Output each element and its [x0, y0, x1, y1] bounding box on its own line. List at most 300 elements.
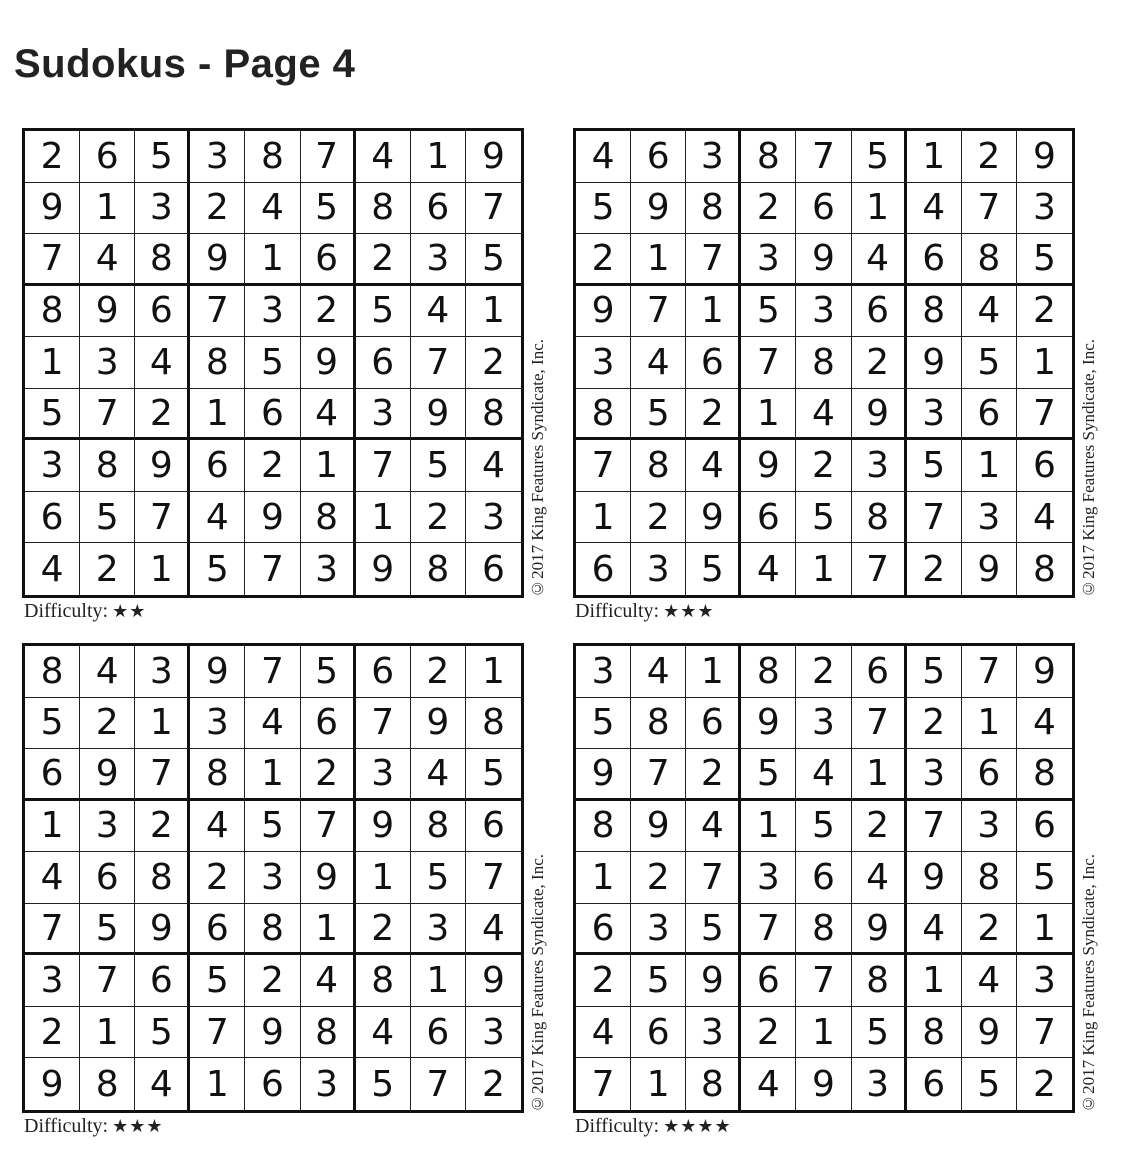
sudoku-cell: 4: [466, 440, 521, 492]
sudoku-puzzle-2: [573, 128, 1130, 648]
sudoku-cell: 4: [1017, 492, 1072, 544]
sudoku-cell: 3: [741, 852, 796, 904]
sudoku-cell: 5: [576, 698, 631, 750]
sudoku-cell: 1: [631, 234, 686, 286]
sudoku-cell: 3: [356, 749, 411, 801]
sudoku-cell: 7: [356, 440, 411, 492]
sudoku-cell: 6: [25, 749, 80, 801]
sudoku-cell: 4: [907, 904, 962, 956]
sudoku-cell: 4: [631, 337, 686, 389]
sudoku-cell: 2: [852, 801, 907, 853]
sudoku-cell: 4: [245, 183, 300, 235]
sudoku-cell: 9: [686, 492, 741, 544]
sudoku-cell: 6: [741, 492, 796, 544]
sudoku-cell: 7: [190, 1007, 245, 1059]
sudoku-cell: 6: [190, 440, 245, 492]
sudoku-cell: 5: [741, 286, 796, 338]
difficulty-stars: ★★: [112, 601, 147, 622]
sudoku-cell: 6: [686, 698, 741, 750]
sudoku-cell: 8: [245, 131, 300, 183]
sudoku-cell: 3: [907, 749, 962, 801]
sudoku-cell: 2: [466, 337, 521, 389]
sudoku-cell: 5: [962, 337, 1017, 389]
sudoku-cell: 6: [245, 389, 300, 441]
sudoku-cell: 6: [907, 1058, 962, 1110]
sudoku-cell: 3: [80, 801, 135, 853]
sudoku-cell: 2: [25, 131, 80, 183]
difficulty-label: Difficulty:: [575, 600, 660, 622]
sudoku-cell: 9: [356, 801, 411, 853]
sudoku-cell: 5: [796, 801, 851, 853]
sudoku-cell: 9: [1017, 646, 1072, 698]
sudoku-cell: 5: [25, 698, 80, 750]
sudoku-cell: 5: [631, 389, 686, 441]
sudoku-cell: 6: [796, 852, 851, 904]
difficulty-stars: ★★★: [112, 1116, 164, 1137]
sudoku-cell: 7: [466, 183, 521, 235]
sudoku-cell: 6: [686, 337, 741, 389]
sudoku-cell: 4: [907, 183, 962, 235]
sudoku-cell: 8: [411, 801, 466, 853]
sudoku-cell: 1: [245, 234, 300, 286]
sudoku-cell: 3: [1017, 183, 1072, 235]
sudoku-cell: 9: [190, 646, 245, 698]
sudoku-cell: 2: [411, 492, 466, 544]
sudoku-cell: 1: [576, 492, 631, 544]
sudoku-cell: 9: [741, 698, 796, 750]
difficulty-label: Difficulty:: [24, 600, 109, 622]
sudoku-cell: 1: [301, 904, 356, 956]
sudoku-cell: 2: [135, 389, 190, 441]
copyright-notice: [1076, 643, 1102, 1113]
sudoku-cell: 3: [190, 698, 245, 750]
sudoku-cell: 2: [796, 440, 851, 492]
copyright-notice: [525, 128, 551, 598]
sudoku-cell: 3: [576, 337, 631, 389]
sudoku-cell: 6: [962, 389, 1017, 441]
sudoku-cell: 4: [80, 646, 135, 698]
sudoku-cell: 2: [25, 1007, 80, 1059]
sudoku-cell: 5: [356, 286, 411, 338]
sudoku-cell: 3: [135, 183, 190, 235]
sudoku-cell: 9: [245, 1007, 300, 1059]
sudoku-grid: [573, 643, 1075, 1113]
sudoku-cell: 8: [631, 440, 686, 492]
sudoku-cell: 3: [190, 131, 245, 183]
sudoku-cell: 3: [576, 646, 631, 698]
sudoku-cell: 1: [25, 801, 80, 853]
sudoku-cell: 7: [25, 904, 80, 956]
sudoku-cell: 7: [466, 852, 521, 904]
sudoku-cell: 2: [741, 1007, 796, 1059]
sudoku-cell: 2: [245, 440, 300, 492]
sudoku-cell: 7: [796, 955, 851, 1007]
sudoku-cell: 8: [301, 1007, 356, 1059]
sudoku-cell: 8: [190, 749, 245, 801]
sudoku-cell: 2: [907, 698, 962, 750]
sudoku-cell: 9: [80, 749, 135, 801]
sudoku-cell: 8: [411, 543, 466, 595]
sudoku-cell: 7: [1017, 389, 1072, 441]
sudoku-cell: 9: [135, 440, 190, 492]
sudoku-cell: 5: [686, 543, 741, 595]
sudoku-cell: 6: [631, 1007, 686, 1059]
sudoku-cell: 1: [741, 389, 796, 441]
sudoku-cell: 2: [962, 131, 1017, 183]
sudoku-cell: 8: [686, 1058, 741, 1110]
sudoku-cell: 9: [25, 1058, 80, 1110]
sudoku-cell: 8: [245, 904, 300, 956]
difficulty-label: Difficulty:: [24, 1115, 109, 1137]
sudoku-cell: 1: [631, 1058, 686, 1110]
sudoku-cell: 5: [907, 440, 962, 492]
sudoku-cell: 6: [481, 548, 505, 590]
sudoku-cell: 2: [1017, 286, 1072, 338]
sudoku-cell: 8: [686, 183, 741, 235]
sudoku-cell: 8: [135, 852, 190, 904]
sudoku-cell: 2: [631, 492, 686, 544]
sudoku-cell: 6: [80, 852, 135, 904]
sudoku-cell: 8: [962, 234, 1017, 286]
sudoku-cell: 3: [25, 955, 80, 1007]
sudoku-cell: 9: [190, 234, 245, 286]
sudoku-cell: 8: [466, 698, 521, 750]
sudoku-cell: 2: [576, 234, 631, 286]
sudoku-cell: 6: [301, 698, 356, 750]
sudoku-cell: 1: [411, 131, 466, 183]
sudoku-cell: 6: [25, 492, 80, 544]
sudoku-cell: 5: [135, 131, 190, 183]
sudoku-cell: 1: [962, 698, 1017, 750]
sudoku-cell: 8: [796, 904, 851, 956]
sudoku-cell: 4: [852, 852, 907, 904]
sudoku-cell: 5: [1017, 852, 1072, 904]
sudoku-cell: 2: [301, 749, 356, 801]
sudoku-cell: 9: [411, 698, 466, 750]
sudoku-cell: 3: [245, 852, 300, 904]
sudoku-cell: 1: [135, 698, 190, 750]
sudoku-cell: 1: [1017, 904, 1072, 956]
sudoku-cell: 5: [190, 955, 245, 1007]
sudoku-cell: 2: [356, 904, 411, 956]
sudoku-cell: 7: [686, 852, 741, 904]
sudoku-cell: 4: [245, 698, 300, 750]
page-title: Sudokus - Page 4: [14, 42, 356, 86]
sudoku-cell: 3: [1017, 955, 1072, 1007]
sudoku-cell: 8: [852, 955, 907, 1007]
sudoku-cell: 1: [1017, 337, 1072, 389]
sudoku-cell: 8: [576, 801, 631, 853]
sudoku-cell: 8: [356, 183, 411, 235]
sudoku-cell: 2: [1032, 1063, 1056, 1105]
sudoku-cell: 4: [1017, 698, 1072, 750]
sudoku-cell: 6: [1017, 801, 1072, 853]
sudoku-cell: 3: [466, 492, 521, 544]
sudoku-cell: 9: [1017, 131, 1072, 183]
sudoku-cell: 6: [135, 955, 190, 1007]
sudoku-cell: 2: [686, 749, 741, 801]
difficulty-label: Difficulty:: [575, 1115, 660, 1137]
sudoku-cell: 2: [190, 852, 245, 904]
sudoku-cell: 5: [25, 389, 80, 441]
difficulty-rating: [24, 600, 146, 623]
sudoku-cell: 4: [796, 749, 851, 801]
sudoku-cell: 2: [245, 955, 300, 1007]
sudoku-cell: 5: [135, 1007, 190, 1059]
sudoku-cell: 5: [80, 492, 135, 544]
sudoku-cell: 6: [135, 286, 190, 338]
sudoku-cell: 9: [135, 904, 190, 956]
sudoku-cell: 8: [907, 286, 962, 338]
sudoku-cell: 2: [796, 646, 851, 698]
copyright-notice: [1076, 128, 1102, 598]
sudoku-cell: 1: [852, 749, 907, 801]
sudoku-cell: 5: [356, 1058, 411, 1110]
difficulty-rating: [575, 1115, 732, 1138]
sudoku-cell: 1: [245, 749, 300, 801]
sudoku-cell: 3: [411, 234, 466, 286]
sudoku-cell: 9: [852, 389, 907, 441]
sudoku-cell: 7: [1017, 1007, 1072, 1059]
sudoku-cell: 8: [741, 131, 796, 183]
sudoku-cell: 4: [135, 337, 190, 389]
sudoku-cell: 4: [411, 749, 466, 801]
sudoku-cell: 9: [796, 234, 851, 286]
sudoku-cell: 4: [576, 131, 631, 183]
sudoku-cell: 4: [80, 234, 135, 286]
sudoku-cell: 9: [962, 543, 1017, 595]
sudoku-cell: 1: [190, 1058, 245, 1110]
sudoku-cell: 2: [356, 234, 411, 286]
sudoku-cell: 2: [907, 543, 962, 595]
sudoku-cell: 6: [907, 234, 962, 286]
sudoku-cell: 5: [796, 492, 851, 544]
sudoku-cell: 7: [741, 904, 796, 956]
sudoku-cell: 4: [466, 904, 521, 956]
sudoku-cell: 9: [741, 440, 796, 492]
sudoku-cell: 4: [411, 286, 466, 338]
sudoku-cell: 8: [741, 646, 796, 698]
sudoku-cell: 9: [356, 543, 411, 595]
sudoku-cell: 9: [686, 955, 741, 1007]
sudoku-cell: 2: [852, 337, 907, 389]
sudoku-cell: 4: [25, 543, 80, 595]
sudoku-cell: 8: [1032, 548, 1056, 590]
copyright-text: ©2017 King Features Syndicate, Inc.: [1079, 339, 1098, 598]
sudoku-cell: 5: [907, 646, 962, 698]
sudoku-cell: 7: [852, 698, 907, 750]
sudoku-cell: 5: [245, 337, 300, 389]
sudoku-cell: 7: [411, 1058, 466, 1110]
sudoku-cell: 4: [356, 131, 411, 183]
sudoku-cell: 5: [466, 749, 521, 801]
difficulty-rating: [24, 1115, 163, 1138]
sudoku-cell: 4: [356, 1007, 411, 1059]
sudoku-cell: 4: [741, 1058, 796, 1110]
sudoku-cell: 2: [190, 183, 245, 235]
sudoku-grid: [22, 128, 524, 598]
sudoku-cell: 7: [190, 286, 245, 338]
sudoku-cell: 8: [301, 492, 356, 544]
sudoku-cell: 4: [741, 543, 796, 595]
sudoku-cell: 8: [576, 389, 631, 441]
sudoku-cell: 3: [80, 337, 135, 389]
sudoku-cell: 9: [301, 852, 356, 904]
sudoku-cell: 6: [741, 955, 796, 1007]
sudoku-cell: 3: [962, 492, 1017, 544]
sudoku-cell: 7: [245, 543, 300, 595]
sudoku-cell: 6: [852, 286, 907, 338]
sudoku-cell: 4: [852, 234, 907, 286]
sudoku-cell: 9: [852, 904, 907, 956]
sudoku-cell: 4: [301, 955, 356, 1007]
sudoku-cell: 7: [962, 646, 1017, 698]
sudoku-cell: 1: [576, 852, 631, 904]
sudoku-puzzle-4: [573, 643, 1130, 1163]
sudoku-cell: 3: [466, 1007, 521, 1059]
sudoku-cell: 5: [80, 904, 135, 956]
sudoku-cell: 1: [796, 1007, 851, 1059]
sudoku-cell: 8: [907, 1007, 962, 1059]
sudoku-cell: 9: [80, 286, 135, 338]
sudoku-cell: 9: [245, 492, 300, 544]
sudoku-cell: 3: [245, 286, 300, 338]
sudoku-cell: 7: [411, 337, 466, 389]
sudoku-cell: 5: [411, 440, 466, 492]
sudoku-cell: 8: [796, 337, 851, 389]
sudoku-cell: 4: [301, 389, 356, 441]
sudoku-cell: 5: [852, 131, 907, 183]
sudoku-cell: 2: [80, 698, 135, 750]
sudoku-cell: 9: [411, 389, 466, 441]
sudoku-cell: 4: [962, 286, 1017, 338]
sudoku-cell: 5: [245, 801, 300, 853]
sudoku-cell: 3: [852, 440, 907, 492]
sudoku-cell: 1: [907, 955, 962, 1007]
sudoku-cell: 1: [741, 801, 796, 853]
sudoku-cell: 1: [686, 286, 741, 338]
sudoku-cell: 7: [907, 492, 962, 544]
sudoku-cell: 9: [631, 183, 686, 235]
sudoku-cell: 8: [1017, 749, 1072, 801]
sudoku-cell: 3: [25, 440, 80, 492]
copyright-text: ©2017 King Features Syndicate, Inc.: [1079, 854, 1098, 1113]
sudoku-cell: 4: [135, 1058, 190, 1110]
sudoku-cell: 7: [631, 286, 686, 338]
sudoku-cell: 3: [796, 286, 851, 338]
sudoku-cell: 3: [411, 904, 466, 956]
sudoku-cell: 6: [301, 234, 356, 286]
sudoku-cell: 5: [631, 955, 686, 1007]
sudoku-puzzle-1: [22, 128, 602, 648]
sudoku-cell: 9: [466, 955, 521, 1007]
sudoku-cell: 9: [907, 337, 962, 389]
sudoku-cell: 8: [80, 440, 135, 492]
sudoku-cell: 9: [631, 801, 686, 853]
sudoku-cell: 7: [245, 646, 300, 698]
sudoku-cell: 5: [852, 1007, 907, 1059]
sudoku-cell: 3: [301, 543, 356, 595]
copyright-text: ©2017 King Features Syndicate, Inc.: [528, 339, 547, 598]
sudoku-cell: 1: [25, 337, 80, 389]
sudoku-cell: 1: [907, 131, 962, 183]
sudoku-cell: 9: [796, 1058, 851, 1110]
sudoku-cell: 5: [301, 646, 356, 698]
sudoku-cell: 2: [135, 801, 190, 853]
sudoku-cell: 1: [962, 440, 1017, 492]
sudoku-grid: [573, 128, 1075, 598]
sudoku-cell: 8: [466, 389, 521, 441]
sudoku-cell: 8: [25, 646, 80, 698]
sudoku-cell: 6: [852, 646, 907, 698]
sudoku-cell: 9: [576, 286, 631, 338]
sudoku-cell: 1: [686, 646, 741, 698]
sudoku-cell: 4: [796, 389, 851, 441]
sudoku-cell: 1: [190, 389, 245, 441]
sudoku-cell: 4: [190, 801, 245, 853]
sudoku-cell: 6: [245, 1058, 300, 1110]
sudoku-cell: 9: [466, 131, 521, 183]
sudoku-cell: 8: [852, 492, 907, 544]
sudoku-cell: 8: [80, 1058, 135, 1110]
sudoku-cell: 9: [25, 183, 80, 235]
sudoku-cell: 4: [25, 852, 80, 904]
sudoku-cell: 3: [852, 1058, 907, 1110]
sudoku-cell: 1: [80, 1007, 135, 1059]
sudoku-cell: 6: [190, 904, 245, 956]
sudoku-cell: 5: [1017, 234, 1072, 286]
sudoku-cell: 1: [466, 286, 521, 338]
sudoku-cell: 9: [962, 1007, 1017, 1059]
copyright-text: ©2017 King Features Syndicate, Inc.: [528, 854, 547, 1113]
sudoku-cell: 5: [466, 234, 521, 286]
sudoku-cell: 1: [796, 543, 851, 595]
sudoku-cell: 9: [301, 337, 356, 389]
difficulty-rating: [575, 600, 714, 623]
sudoku-cell: 3: [135, 646, 190, 698]
sudoku-cell: 6: [576, 543, 631, 595]
sudoku-cell: 8: [962, 852, 1017, 904]
sudoku-cell: 6: [356, 646, 411, 698]
sudoku-cell: 2: [576, 955, 631, 1007]
sudoku-cell: 2: [301, 286, 356, 338]
sudoku-cell: 7: [576, 440, 631, 492]
sudoku-cell: 3: [962, 801, 1017, 853]
sudoku-cell: 7: [25, 234, 80, 286]
sudoku-cell: 9: [576, 749, 631, 801]
sudoku-cell: 3: [631, 543, 686, 595]
sudoku-cell: 3: [631, 904, 686, 956]
sudoku-cell: 7: [301, 801, 356, 853]
sudoku-cell: 4: [686, 440, 741, 492]
sudoku-cell: 6: [411, 183, 466, 235]
sudoku-cell: 3: [686, 1007, 741, 1059]
sudoku-cell: 1: [466, 646, 521, 698]
sudoku-cell: 1: [356, 852, 411, 904]
difficulty-stars: ★★★: [663, 601, 715, 622]
sudoku-cell: 3: [301, 1058, 356, 1110]
sudoku-cell: 3: [741, 234, 796, 286]
sudoku-cell: 6: [80, 131, 135, 183]
sudoku-cell: 6: [631, 131, 686, 183]
sudoku-cell: 1: [301, 440, 356, 492]
sudoku-cell: 9: [907, 852, 962, 904]
sudoku-cell: 1: [356, 492, 411, 544]
sudoku-cell: 8: [25, 286, 80, 338]
sudoku-cell: 7: [741, 337, 796, 389]
sudoku-cell: 7: [80, 389, 135, 441]
sudoku-cell: 3: [907, 389, 962, 441]
